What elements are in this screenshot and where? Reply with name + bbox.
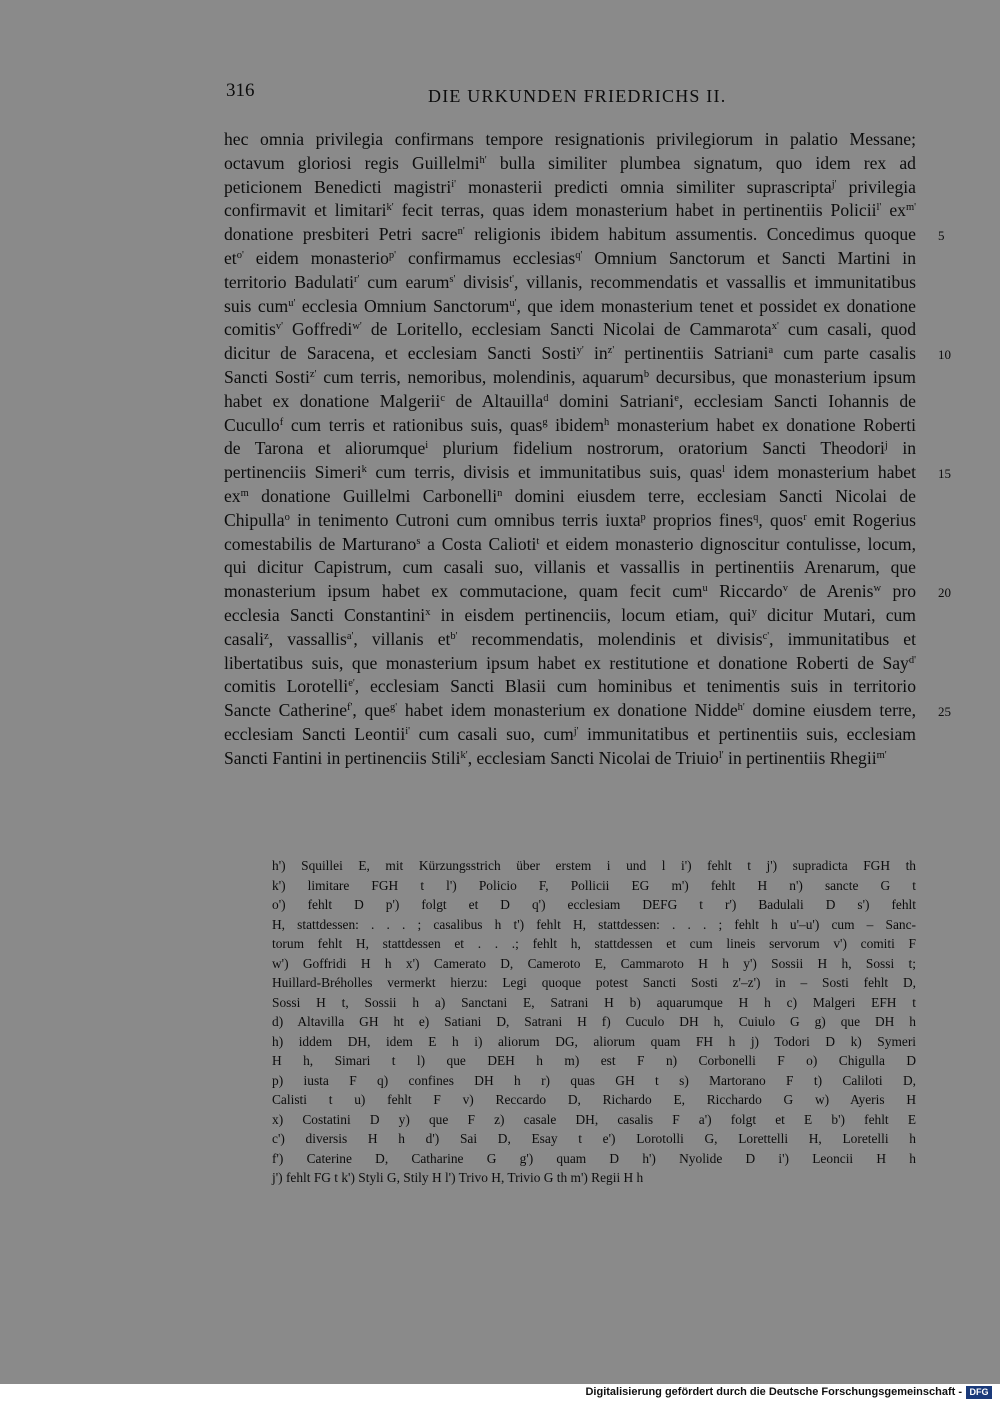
text-segment: , villanis, recommendatis et vassallis et immunitatibus	[514, 271, 916, 292]
text-line	[224, 580, 916, 604]
text-segment: cum casali, quod	[778, 319, 917, 340]
text-segment: ex	[881, 200, 906, 221]
apparatus-line: p) iusta F q) confines DH h r) quas GH t s) Martorano F t) Caliloti D,	[272, 1072, 916, 1088]
text-segment: , immunitatibus et	[769, 628, 917, 649]
dfg-logo: DFG	[966, 1386, 992, 1399]
text-segment: in pertinentiis Rhegii	[723, 747, 877, 768]
text-segment: eidem monasterio	[243, 247, 389, 268]
text-line	[224, 366, 916, 390]
footnote-marker: p'	[388, 249, 397, 261]
footnote-marker: v	[782, 583, 788, 595]
footnote-marker: z'	[309, 368, 317, 380]
text-segment: proprios fines	[645, 509, 754, 530]
footnote-marker: m'	[876, 749, 887, 761]
footnote-marker: k'	[460, 749, 468, 761]
footnote-marker: q	[753, 511, 759, 523]
text-segment: cum casali suo, cum	[410, 723, 574, 744]
footnote-marker: b'	[450, 630, 458, 642]
text-segment: libertatibus suis, que monasterium ipsum habet ex restitutione et donatione Roberti de Say	[224, 652, 909, 673]
text-segment: donatione presbiteri Petri sacre	[224, 224, 458, 245]
text-segment: in eisdem pertinenciis, locum etiam, qui	[430, 604, 752, 625]
text-line	[224, 652, 916, 676]
text-segment: octavum gloriosi regis Guillelmi	[224, 152, 480, 173]
apparatus-line: k') limitare FGH t l') Policio F, Pollicii EG m') fehlt H n') sancte G t	[272, 877, 916, 893]
text-segment: monasterium ipsum habet ex commutacione, quam fecit cum	[224, 581, 703, 602]
text-line	[224, 628, 916, 652]
text-line	[224, 723, 916, 747]
text-segment: , vassallis	[268, 628, 347, 649]
text-line	[224, 128, 916, 152]
apparatus-line: Sossi H t, Sossii h a) Sanctani E, Satrani H b) aquarumque H h c) Malgeri EFH t	[272, 994, 916, 1010]
text-segment: bulla similiter plumbea signatum, quo idem rex ad	[486, 152, 916, 173]
apparatus-line: x) Costatini D y) que F z) casale DH, casalis F a') folgt et E b') fehlt E	[272, 1111, 916, 1127]
footnote-marker: w'	[352, 321, 362, 333]
text-segment: comitis	[224, 319, 276, 340]
text-segment: pertinentiis Satriani	[614, 343, 769, 364]
text-segment: casali	[224, 628, 265, 649]
text-segment: pertinenciis Simeri	[224, 462, 362, 483]
text-segment: monasterium habet ex donatione Roberti	[609, 414, 916, 435]
text-segment: domini eiusdem terre, ecclesiam Sancti Nicolai de	[502, 485, 916, 506]
footnote-marker: t	[536, 535, 540, 547]
footnote-marker: r'	[354, 273, 360, 285]
apparatus-line: o') fehlt D p') folgt et D q') ecclesiam DEFG t r') Badulali D s') fehlt	[272, 897, 916, 912]
text-segment: immunitatibus et pertinentiis suis, ecclesiam	[578, 723, 916, 744]
apparatus-line: w') Goffridi H h x') Camerato D, Cameroto E, Cammaroto H h y') Sossii H h, Sossi t;	[272, 955, 916, 971]
text-line	[224, 247, 916, 271]
footnote-marker: z'	[607, 345, 615, 357]
text-line	[224, 675, 916, 699]
footnote-marker: r	[803, 511, 807, 523]
footnote-marker: t'	[509, 273, 515, 285]
text-segment: privilegia	[836, 176, 916, 197]
footnote-marker: c	[440, 392, 445, 404]
text-segment: comestabilis de Marturano	[224, 533, 417, 554]
apparatus-line: j') fehlt FG t k') Styli G, Stily H l') Trivo H, Trivio G th m') Regii H h	[272, 1170, 644, 1185]
footnote-marker: u'	[509, 297, 517, 309]
text-line	[224, 699, 916, 723]
footnote-marker: x	[425, 606, 431, 618]
text-line	[224, 533, 916, 557]
text-segment: de Tarona et aliorumque	[224, 438, 426, 459]
text-segment: comitis Lorotelli	[224, 676, 349, 697]
footnote-marker: c'	[762, 630, 770, 642]
text-segment: cum earum	[359, 271, 450, 292]
footer-credit: Digitalisierung gefördert durch die Deutsche Forschungsgemeinschaft -	[585, 1386, 962, 1398]
footnote-marker: l'	[718, 749, 724, 761]
footnote-marker: z	[264, 630, 269, 642]
footnote-marker: f'	[347, 702, 353, 714]
text-segment: de Loritello, ecclesiam Sancti Nicolai de Cammarota	[361, 319, 772, 340]
text-line	[224, 604, 916, 628]
apparatus-line: torum fehlt H, stattdessen et . . .; fehlt h, stattdessen et cum lineis servorum v') comiti F	[272, 936, 916, 951]
footnote-marker: h	[604, 416, 610, 428]
text-line	[224, 223, 916, 247]
text-segment: habet idem monasterium ex donatione Nidde	[397, 700, 738, 721]
text-line	[224, 199, 916, 223]
footnote-marker: a	[768, 345, 774, 357]
text-segment: in	[583, 343, 608, 364]
text-segment: idem monasterium habet	[725, 462, 916, 483]
footnote-marker: d'	[908, 654, 916, 666]
footnote-marker: e'	[348, 678, 355, 690]
text-segment: ibidem	[547, 414, 605, 435]
text-segment: recommendatis, molendinis et divisis	[457, 628, 763, 649]
text-segment: religionis ibidem habitum assumentis. Concedimus quoque	[464, 224, 916, 245]
text-segment: ecclesia Sancti Constantini	[224, 604, 426, 625]
text-segment: donatione Guillelmi Carbonelli	[248, 485, 498, 506]
apparatus-line: c') diversis H h d') Sai D, Esay t e') Lorotolli G, Lorettelli H, Loretelli h	[272, 1131, 916, 1146]
footnote-marker: v'	[275, 321, 283, 333]
footnote-marker: b	[643, 368, 650, 380]
text-segment: qui dicitur Capistrum, cum casali suo, villanis et vassallis in pertinentiis Arenarum, que	[224, 557, 916, 578]
text-segment: cum parte casalis	[773, 343, 916, 364]
text-segment: Omnium Sanctorum et Sancti Martini in	[582, 247, 916, 268]
footnote-marker: l	[722, 464, 726, 476]
footnote-marker: o'	[236, 249, 244, 261]
text-segment: de Arenis	[787, 581, 874, 602]
footnote-marker: x'	[771, 321, 779, 333]
text-segment: a Costa Calioti	[420, 533, 537, 554]
text-line	[224, 485, 916, 509]
text-segment: , villanis et	[353, 628, 451, 649]
text-segment: cum terris et rationibus suis, quas	[283, 414, 543, 435]
page-number: 316	[226, 80, 255, 101]
text-segment: divisis	[455, 271, 510, 292]
text-segment: Sancti Fantini in pertinenciis Stili	[224, 747, 461, 768]
text-segment: habet ex donatione Malgerii	[224, 390, 441, 411]
text-segment: domini Satriani	[548, 390, 675, 411]
footnote-marker: j	[884, 440, 888, 452]
apparatus-line: h') Squillei E, mit Kürzungsstrich über erstem i und l i') fehlt t j') supradicta FGH th	[272, 858, 916, 873]
footnote-marker: f	[279, 416, 284, 428]
line-number: 15	[938, 466, 951, 482]
footnote-marker: g	[542, 416, 548, 428]
text-line	[224, 295, 916, 319]
text-segment: territorio Badulati	[224, 271, 355, 292]
text-segment: Sancti Sosti	[224, 366, 310, 387]
apparatus-line: Calisti t u) fehlt F v) Reccardo D, Richardo E, Ricchardo G w) Ayeris H	[272, 1092, 916, 1107]
footnote-marker: p	[640, 511, 646, 523]
text-segment: confirmavit et limitari	[224, 200, 387, 221]
footnote-marker: m'	[905, 202, 916, 214]
text-segment: et	[224, 247, 237, 268]
text-segment: monasterii predicti omnia similiter suprascripta	[456, 176, 832, 197]
critical-apparatus	[272, 856, 916, 1188]
footnote-marker: i'	[451, 178, 457, 190]
footnote-marker: s'	[449, 273, 456, 285]
text-line	[224, 414, 916, 438]
footnote-marker: k	[361, 464, 367, 476]
line-number: 5	[938, 228, 945, 244]
footnote-marker: a'	[346, 630, 354, 642]
charter-text	[224, 128, 916, 771]
text-line	[224, 390, 916, 414]
text-segment: , quos	[758, 509, 804, 530]
text-segment: Riccardo	[707, 581, 783, 602]
text-segment: , que idem monasterium tenet et possidet ex donatione	[516, 295, 916, 316]
footnote-marker: s	[416, 535, 421, 547]
text-segment: et eidem monasterio dignoscitur contulisse, locum,	[539, 533, 916, 554]
text-segment: , ecclesiam Sancti Iohannis de	[678, 390, 916, 411]
text-segment: plurium fidelium nostrorum, oratorium Sancti Theodori	[428, 438, 885, 459]
text-segment: ex	[224, 485, 241, 506]
text-line	[224, 437, 916, 461]
footnote-marker: m	[240, 487, 249, 499]
footnote-marker: q'	[575, 249, 583, 261]
text-segment: fecit terras, quas idem monasterium habet in pertinentiis Policii	[393, 200, 877, 221]
footnote-marker: g'	[389, 702, 398, 714]
text-segment: dicitur de Saracena, et ecclesiam Sancti Sosti	[224, 343, 577, 364]
text-segment: Goffredi	[282, 319, 353, 340]
footnote-marker: i'	[405, 725, 411, 737]
footnote-marker: u	[702, 583, 708, 595]
text-segment: cum terris, nemoribus, molendinis, aquarum	[316, 366, 644, 387]
footnote-marker: h'	[737, 702, 745, 714]
apparatus-line: H, stattdessen: . . . ; casalibus h t') fehlt H, stattdessen: . . . ; fehlt h u'–u') cum – Sanc-	[272, 916, 916, 932]
footnote-marker: i	[425, 440, 429, 452]
text-segment: , ecclesiam Sancti Nicolai de Triuio	[467, 747, 719, 768]
footnote-marker: y'	[576, 345, 584, 357]
text-segment: domine eiusdem terre,	[744, 700, 917, 721]
text-segment: decursibus, que monasterium ipsum	[649, 366, 916, 387]
text-line	[224, 747, 916, 771]
line-number: 20	[938, 585, 951, 601]
text-segment: hec omnia privilegia confirmans tempore resignationis privilegiorum in palatio Messane;	[224, 129, 916, 149]
apparatus-line: h) iddem DH, idem E h i) aliorum DG, aliorum quam FH h j) Todori D k) Symeri	[272, 1033, 916, 1049]
text-segment: suis cum	[224, 295, 289, 316]
footnote-marker: u'	[288, 297, 296, 309]
footnote-marker: y	[751, 606, 757, 618]
footnote-marker: o	[284, 511, 290, 523]
text-line	[224, 342, 916, 366]
text-segment: in tenimento Cutroni cum omnibus terris iuxta	[289, 509, 641, 530]
text-segment: ecclesiam Sancti Leontii	[224, 723, 406, 744]
footnote-marker: k'	[386, 202, 394, 214]
apparatus-line: f') Caterine D, Catharine G g') quam D h') Nyolide D i') Leoncii H h	[272, 1150, 916, 1166]
line-number: 10	[938, 347, 951, 363]
text-segment: peticionem Benedicti magistri	[224, 176, 452, 197]
apparatus-line: H h, Simari t l) que DEH h m) est F n) Corbonelli F o) Chigulla D	[272, 1053, 916, 1068]
text-segment: , ecclesiam Sancti Blasii cum hominibus et tenimentis suis in territorio	[354, 676, 916, 697]
text-segment: pro	[881, 581, 917, 602]
text-segment: emit Rogerius	[806, 509, 916, 530]
text-segment: dicitur Mutari, cum	[756, 604, 916, 625]
footnote-marker: j'	[573, 725, 579, 737]
text-segment: confirmamus ecclesias	[396, 247, 576, 268]
line-number: 25	[938, 704, 951, 720]
text-line	[224, 271, 916, 295]
text-line	[224, 509, 916, 533]
text-segment: in	[887, 438, 916, 459]
text-line	[224, 461, 916, 485]
text-line	[224, 318, 916, 342]
text-segment: cum terris, divisis et immunitatibus suis, quas	[366, 462, 723, 483]
footnote-marker: h'	[479, 154, 487, 166]
footnote-marker: n'	[457, 226, 465, 238]
footnote-marker: n	[497, 487, 503, 499]
text-segment: de Altauilla	[444, 390, 544, 411]
apparatus-line: d) Altavilla GH ht e) Satiani D, Satrani H f) Cuculo DH h, Cuiulo G g) que DH h	[272, 1014, 916, 1029]
footnote-marker: e	[674, 392, 679, 404]
text-segment: Chipulla	[224, 509, 285, 530]
footnote-marker: w	[873, 583, 882, 595]
running-head: DIE URKUNDEN FRIEDRICHS II.	[428, 86, 727, 106]
text-segment: , que	[352, 700, 390, 721]
text-line	[224, 556, 916, 580]
text-line	[224, 176, 916, 200]
footnote-marker: j'	[831, 178, 837, 190]
text-segment: Cucullo	[224, 414, 280, 435]
apparatus-line: Huillard-Bréholles vermerkt hierzu: Legi quoque potest Sancti Sosti z'–z') in – Sosti fehlt D,	[272, 975, 916, 990]
footnote-marker: d	[543, 392, 549, 404]
text-segment: Sancte Catherine	[224, 700, 348, 721]
text-line	[224, 152, 916, 176]
text-segment: ecclesia Omnium Sanctorum	[295, 295, 510, 316]
footnote-marker: l'	[876, 202, 882, 214]
